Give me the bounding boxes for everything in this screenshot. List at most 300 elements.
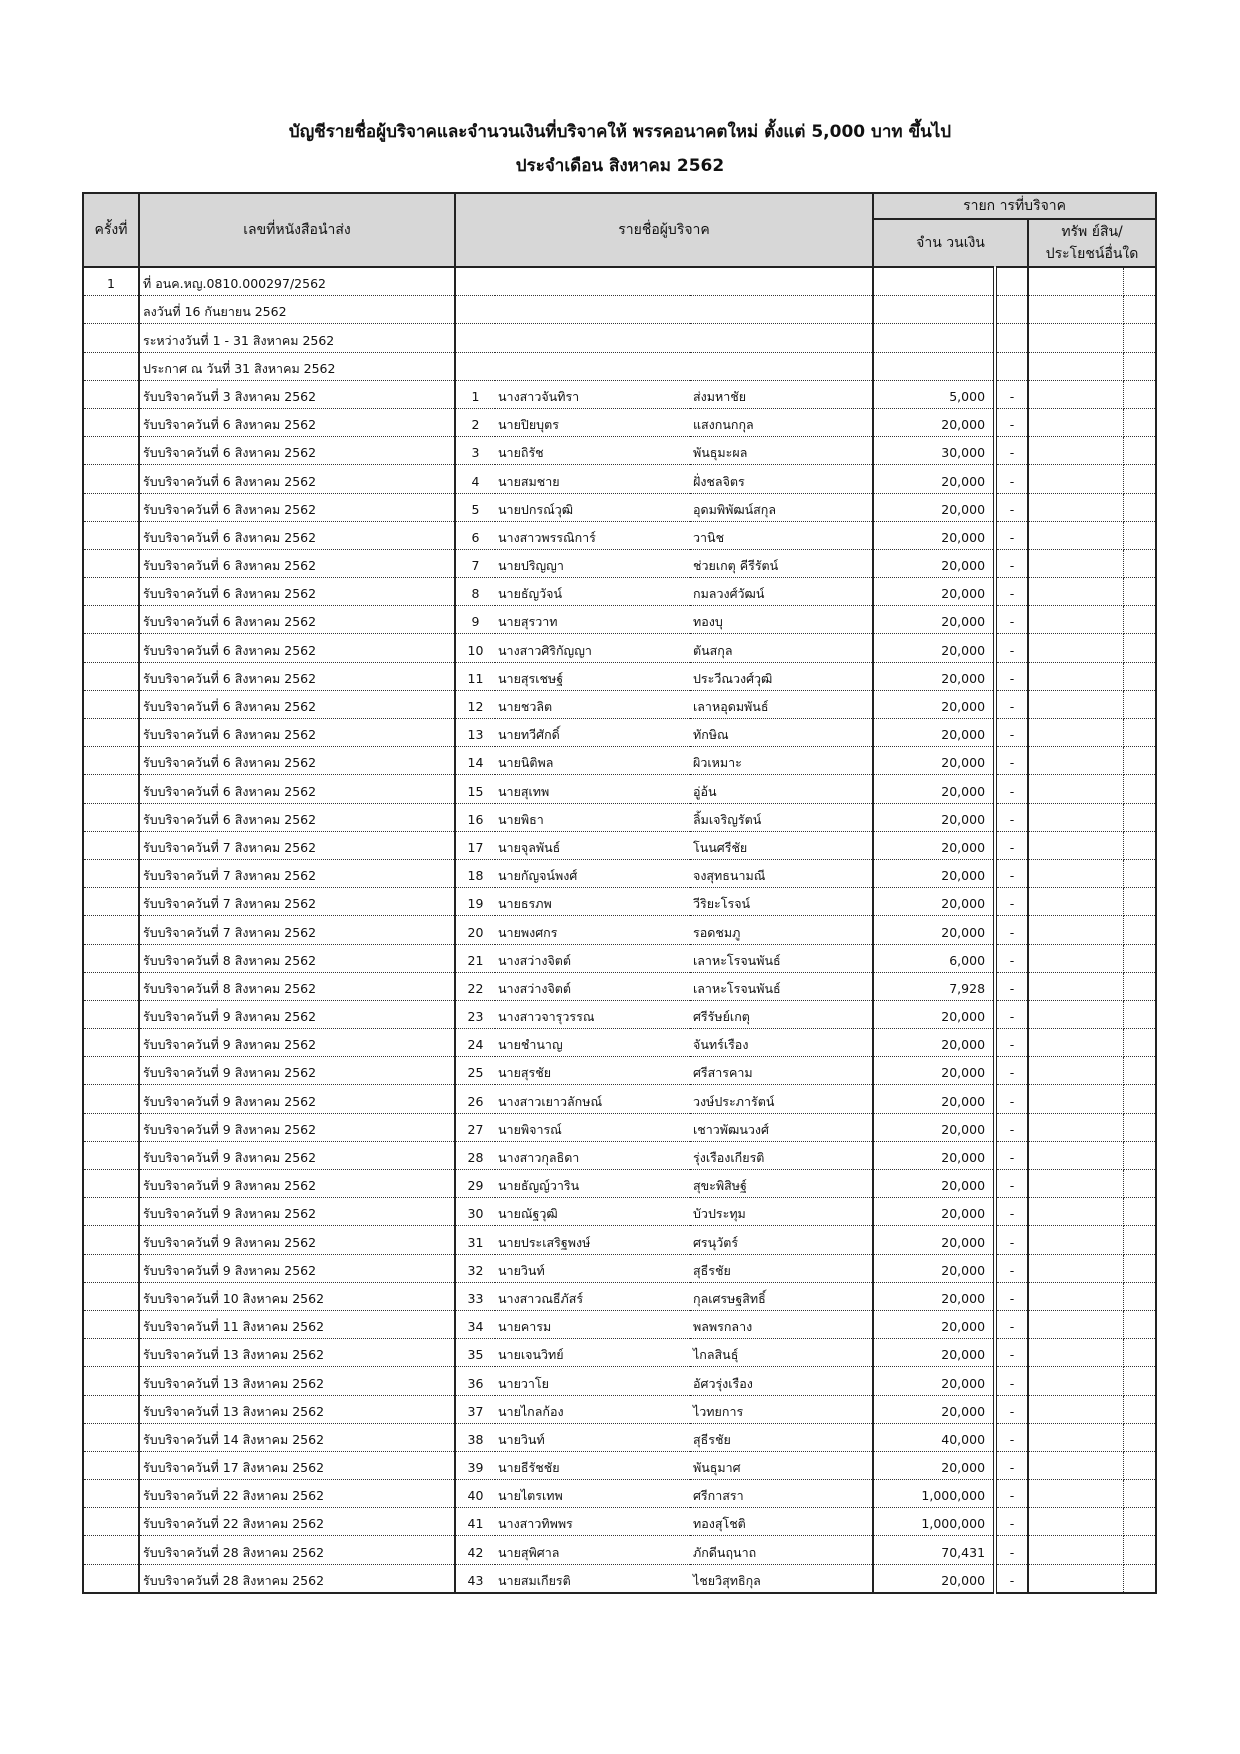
cell-c3b: กมลวงศ์วัฒน์: [690, 578, 873, 606]
cell-c6: [1028, 775, 1123, 803]
cell-c5: -: [995, 1029, 1028, 1057]
cell-c3b: [690, 324, 873, 352]
cell-c3b: ผิวเหมาะ: [690, 747, 873, 775]
cell-c5: -: [995, 1395, 1028, 1423]
cell-c1: [83, 437, 139, 465]
table-row: [83, 1339, 1156, 1367]
cell-c3a: นายวินท์: [495, 1254, 690, 1282]
cell-c2: รับบริจาควันที่ 10 สิงหาคม 2562: [139, 1282, 455, 1310]
cell-c3a: [495, 324, 690, 352]
cell-c7: [1123, 437, 1156, 465]
cell-c1: [83, 775, 139, 803]
cell-c3n: 14: [455, 747, 495, 775]
document-subtitle: ประจำเดือน สิงหาคม 2562: [515, 156, 725, 176]
cell-c2: รับบริจาควันที่ 13 สิงหาคม 2562: [139, 1339, 455, 1367]
table-row: [83, 521, 1156, 549]
cell-c4: 20,000: [873, 719, 995, 747]
cell-c3n: 12: [455, 690, 495, 718]
cell-c4: 20,000: [873, 1000, 995, 1028]
cell-c6: [1028, 972, 1123, 1000]
cell-c6: [1028, 1423, 1123, 1451]
cell-c4: 20,000: [873, 859, 995, 887]
cell-c5: -: [995, 578, 1028, 606]
cell-c2: ระหว่างวันที่ 1 - 31 สิงหาคม 2562: [139, 324, 455, 352]
cell-c3b: สุขะพิสิษฐ์: [690, 1170, 873, 1198]
cell-c3b: แสงกนกกุล: [690, 408, 873, 436]
cell-c6: [1028, 1141, 1123, 1169]
cell-c5: -: [995, 1000, 1028, 1028]
table-row: [83, 1254, 1156, 1282]
cell-c3n: 7: [455, 549, 495, 577]
cell-c2: รับบริจาควันที่ 6 สิงหาคม 2562: [139, 803, 455, 831]
cell-c4: 20,000: [873, 408, 995, 436]
table-row: [83, 1141, 1156, 1169]
cell-c7: [1123, 888, 1156, 916]
cell-c3a: นายคารม: [495, 1310, 690, 1338]
cell-c2: รับบริจาควันที่ 6 สิงหาคม 2562: [139, 775, 455, 803]
cell-c3b: พันธุมะผล: [690, 437, 873, 465]
cell-c4: 20,000: [873, 1339, 995, 1367]
cell-c4: 20,000: [873, 606, 995, 634]
cell-c3a: นายไกลก้อง: [495, 1395, 690, 1423]
cell-c4: 7,928: [873, 972, 995, 1000]
cell-c1: [83, 831, 139, 859]
table-row: [83, 1029, 1156, 1057]
cell-c6: [1028, 1451, 1123, 1479]
cell-c7: [1123, 719, 1156, 747]
table-row: [83, 1085, 1156, 1113]
cell-c1: [83, 493, 139, 521]
cell-c1: 1: [83, 267, 139, 296]
cell-c3b: [690, 267, 873, 296]
cell-c1: [83, 803, 139, 831]
cell-c7: [1123, 1367, 1156, 1395]
cell-c7: [1123, 578, 1156, 606]
cell-c6: [1028, 1395, 1123, 1423]
cell-c5: -: [995, 1170, 1028, 1198]
cell-c3a: นายธรภพ: [495, 888, 690, 916]
cell-c3a: นายวินท์: [495, 1423, 690, 1451]
cell-c6: [1028, 1480, 1123, 1508]
cell-c2: รับบริจาควันที่ 7 สิงหาคม 2562: [139, 831, 455, 859]
cell-c6: [1028, 465, 1123, 493]
cell-c1: [83, 1564, 139, 1593]
cell-c5: -: [995, 662, 1028, 690]
cell-c6: [1028, 859, 1123, 887]
cell-c5: -: [995, 1367, 1028, 1395]
cell-c3n: [455, 352, 495, 380]
cell-c1: [83, 578, 139, 606]
cell-c3a: นางสาวจารุวรรณ: [495, 1000, 690, 1028]
cell-c2: รับบริจาควันที่ 6 สิงหาคม 2562: [139, 747, 455, 775]
cell-c4: 20,000: [873, 1564, 995, 1593]
cell-c1: [83, 1423, 139, 1451]
cell-c2: ลงวันที่ 16 กันยายน 2562: [139, 296, 455, 324]
cell-c3b: พลพรกลาง: [690, 1310, 873, 1338]
cell-c7: [1123, 1113, 1156, 1141]
cell-c3a: นายกัญจน์พงศ์: [495, 859, 690, 887]
cell-c5: -: [995, 1508, 1028, 1536]
cell-c3n: 27: [455, 1113, 495, 1141]
cell-c3b: ภักดีนฤนาถ: [690, 1536, 873, 1564]
cell-c4: 20,000: [873, 1226, 995, 1254]
cell-c3n: 17: [455, 831, 495, 859]
cell-c1: [83, 1141, 139, 1169]
cell-c1: [83, 662, 139, 690]
cell-c5: -: [995, 1564, 1028, 1593]
cell-c2: รับบริจาควันที่ 6 สิงหาคม 2562: [139, 549, 455, 577]
cell-c7: [1123, 352, 1156, 380]
cell-c5: -: [995, 1451, 1028, 1479]
header-amount: จำน วนเงิน: [873, 219, 1028, 267]
cell-c5: -: [995, 1282, 1028, 1310]
cell-c6: [1028, 521, 1123, 549]
cell-c4: 20,000: [873, 493, 995, 521]
header-assets-line2: ประโยชน์อื่นใด: [1045, 246, 1139, 262]
cell-c1: [83, 1170, 139, 1198]
cell-c3n: 32: [455, 1254, 495, 1282]
cell-c3a: นายพิธา: [495, 803, 690, 831]
cell-c1: [83, 296, 139, 324]
table-row: [83, 662, 1156, 690]
table-row: [83, 1536, 1156, 1564]
cell-c4: 20,000: [873, 888, 995, 916]
table-row: [83, 1282, 1156, 1310]
cell-c5: -: [995, 408, 1028, 436]
cell-c3n: 11: [455, 662, 495, 690]
cell-c3n: 20: [455, 916, 495, 944]
cell-c7: [1123, 1310, 1156, 1338]
cell-c4: 20,000: [873, 916, 995, 944]
cell-c3b: [690, 352, 873, 380]
cell-c3b: ทองสุโชติ: [690, 1508, 873, 1536]
cell-c1: [83, 1198, 139, 1226]
cell-c2: รับบริจาควันที่ 6 สิงหาคม 2562: [139, 578, 455, 606]
cell-c3b: เชาวพัฒนวงศ์: [690, 1113, 873, 1141]
cell-c3a: นายสุเทพ: [495, 775, 690, 803]
cell-c1: [83, 1029, 139, 1057]
cell-c7: [1123, 859, 1156, 887]
cell-c1: [83, 944, 139, 972]
cell-c5: -: [995, 1339, 1028, 1367]
cell-c1: [83, 1226, 139, 1254]
cell-c3b: กุลเศรษฐสิทธิ์: [690, 1282, 873, 1310]
cell-c3a: นายวาโย: [495, 1367, 690, 1395]
cell-c3b: เลาหอุดมพันธ์: [690, 690, 873, 718]
cell-c5: -: [995, 1141, 1028, 1169]
cell-c5: -: [995, 831, 1028, 859]
cell-c6: [1028, 267, 1123, 296]
table-row: [83, 267, 1156, 296]
table-row: [83, 380, 1156, 408]
cell-c4: [873, 267, 995, 296]
cell-c3a: นายสุพิศาล: [495, 1536, 690, 1564]
cell-c3a: นายธีรัชชัย: [495, 1451, 690, 1479]
cell-c6: [1028, 1000, 1123, 1028]
cell-c2: รับบริจาควันที่ 9 สิงหาคม 2562: [139, 1057, 455, 1085]
cell-c7: [1123, 944, 1156, 972]
table-row: [83, 859, 1156, 887]
cell-c2: รับบริจาควันที่ 7 สิงหาคม 2562: [139, 859, 455, 887]
cell-c3n: 29: [455, 1170, 495, 1198]
donation-table: [82, 192, 1157, 1594]
cell-c3b: ไกลสินธุ์: [690, 1339, 873, 1367]
cell-c3n: 4: [455, 465, 495, 493]
table-row: [83, 888, 1156, 916]
cell-c3n: 21: [455, 944, 495, 972]
cell-c3a: นายพงศกร: [495, 916, 690, 944]
cell-c6: [1028, 831, 1123, 859]
cell-c6: [1028, 916, 1123, 944]
cell-c5: -: [995, 719, 1028, 747]
cell-c7: [1123, 1170, 1156, 1198]
cell-c7: [1123, 380, 1156, 408]
cell-c3b: ทักษิณ: [690, 719, 873, 747]
cell-c4: 20,000: [873, 747, 995, 775]
cell-c4: [873, 352, 995, 380]
cell-c3n: 10: [455, 634, 495, 662]
cell-c7: [1123, 465, 1156, 493]
cell-c6: [1028, 324, 1123, 352]
cell-c4: 20,000: [873, 521, 995, 549]
cell-c3b: เลาหะโรจนพันธ์: [690, 972, 873, 1000]
cell-c4: 30,000: [873, 437, 995, 465]
table-row: [83, 634, 1156, 662]
cell-c2: ที่ อนค.หญ.0810.000297/2562: [139, 267, 455, 296]
cell-c3a: [495, 296, 690, 324]
table-row: [83, 690, 1156, 718]
cell-c6: [1028, 493, 1123, 521]
cell-c5: -: [995, 1113, 1028, 1141]
cell-c3n: 30: [455, 1198, 495, 1226]
cell-c3n: 5: [455, 493, 495, 521]
cell-c1: [83, 1480, 139, 1508]
cell-c3a: นายธัญวัจน์: [495, 578, 690, 606]
cell-c3b: สุธีรชัย: [690, 1423, 873, 1451]
table-row: [83, 493, 1156, 521]
cell-c7: [1123, 690, 1156, 718]
cell-c3a: นายสุรเชษฐ์: [495, 662, 690, 690]
cell-c7: [1123, 324, 1156, 352]
cell-c3b: รอดชมภู: [690, 916, 873, 944]
cell-c4: 20,000: [873, 1057, 995, 1085]
cell-c3a: นายพิจารณ์: [495, 1113, 690, 1141]
cell-c2: รับบริจาควันที่ 9 สิงหาคม 2562: [139, 1141, 455, 1169]
cell-c2: รับบริจาควันที่ 6 สิงหาคม 2562: [139, 719, 455, 747]
cell-c2: รับบริจาควันที่ 8 สิงหาคม 2562: [139, 972, 455, 1000]
cell-c3a: นายธัญญ์วาริน: [495, 1170, 690, 1198]
cell-c4: [873, 324, 995, 352]
cell-c4: 20,000: [873, 831, 995, 859]
cell-c3b: ส่งมหาชัย: [690, 380, 873, 408]
table-row: [83, 1367, 1156, 1395]
cell-c3b: โนนศรีชัย: [690, 831, 873, 859]
cell-c6: [1028, 1367, 1123, 1395]
cell-c3a: [495, 352, 690, 380]
cell-c2: รับบริจาควันที่ 9 สิงหาคม 2562: [139, 1254, 455, 1282]
cell-c5: -: [995, 493, 1028, 521]
cell-c4: 20,000: [873, 465, 995, 493]
cell-c6: [1028, 1339, 1123, 1367]
cell-c3n: 19: [455, 888, 495, 916]
cell-c1: [83, 380, 139, 408]
header-assets-line1: ทรัพ ย์สิน/: [1061, 224, 1123, 240]
cell-c7: [1123, 972, 1156, 1000]
header-donor-name: รายชื่อผู้บริจาค: [455, 193, 873, 267]
cell-c1: [83, 916, 139, 944]
cell-c3b: ทองบุ: [690, 606, 873, 634]
cell-c3n: 2: [455, 408, 495, 436]
cell-c5: -: [995, 859, 1028, 887]
cell-c5: -: [995, 775, 1028, 803]
cell-c3n: 43: [455, 1564, 495, 1593]
cell-c2: รับบริจาควันที่ 6 สิงหาคม 2562: [139, 408, 455, 436]
cell-c3a: นายชวลิต: [495, 690, 690, 718]
cell-c3b: เลาหะโรจนพันธ์: [690, 944, 873, 972]
cell-c6: [1028, 690, 1123, 718]
cell-c3b: ตันสกุล: [690, 634, 873, 662]
cell-c3a: นายนิติพล: [495, 747, 690, 775]
cell-c1: [83, 634, 139, 662]
cell-c2: รับบริจาควันที่ 9 สิงหาคม 2562: [139, 1113, 455, 1141]
cell-c2: รับบริจาควันที่ 14 สิงหาคม 2562: [139, 1423, 455, 1451]
cell-c3n: 13: [455, 719, 495, 747]
cell-c6: [1028, 1085, 1123, 1113]
cell-c4: 20,000: [873, 1198, 995, 1226]
cell-c6: [1028, 1564, 1123, 1593]
cell-c3a: นายประเสริฐพงษ์: [495, 1226, 690, 1254]
cell-c6: [1028, 1113, 1123, 1141]
cell-c7: [1123, 1282, 1156, 1310]
cell-c2: รับบริจาควันที่ 17 สิงหาคม 2562: [139, 1451, 455, 1479]
cell-c1: [83, 888, 139, 916]
cell-c2: รับบริจาควันที่ 3 สิงหาคม 2562: [139, 380, 455, 408]
cell-c2: รับบริจาควันที่ 6 สิงหาคม 2562: [139, 437, 455, 465]
cell-c1: [83, 1339, 139, 1367]
cell-c4: [873, 296, 995, 324]
cell-c2: รับบริจาควันที่ 6 สิงหาคม 2562: [139, 662, 455, 690]
table-row: [83, 549, 1156, 577]
cell-c5: -: [995, 549, 1028, 577]
cell-c2: ประกาศ ณ วันที่ 31 สิงหาคม 2562: [139, 352, 455, 380]
cell-c4: 20,000: [873, 1367, 995, 1395]
cell-c3a: นายชำนาญ: [495, 1029, 690, 1057]
cell-c5: -: [995, 634, 1028, 662]
cell-c1: [83, 352, 139, 380]
cell-c7: [1123, 267, 1156, 296]
cell-c7: [1123, 634, 1156, 662]
cell-c6: [1028, 1226, 1123, 1254]
cell-c3a: นายสุรวาท: [495, 606, 690, 634]
cell-c6: [1028, 888, 1123, 916]
cell-c7: [1123, 662, 1156, 690]
cell-c6: [1028, 578, 1123, 606]
cell-c2: รับบริจาควันที่ 8 สิงหาคม 2562: [139, 944, 455, 972]
header-assets: [1028, 219, 1156, 267]
cell-c7: [1123, 521, 1156, 549]
cell-c7: [1123, 831, 1156, 859]
cell-c1: [83, 690, 139, 718]
cell-c6: [1028, 1282, 1123, 1310]
table-row: [83, 465, 1156, 493]
table-row: [83, 972, 1156, 1000]
cell-c4: 20,000: [873, 1029, 995, 1057]
table-row: [83, 803, 1156, 831]
cell-c7: [1123, 549, 1156, 577]
cell-c5: -: [995, 380, 1028, 408]
cell-c5: -: [995, 888, 1028, 916]
cell-c5: -: [995, 1254, 1028, 1282]
cell-c3a: นางสาวทิพพร: [495, 1508, 690, 1536]
cell-c7: [1123, 1057, 1156, 1085]
cell-c4: 20,000: [873, 549, 995, 577]
cell-c4: 20,000: [873, 690, 995, 718]
cell-c7: [1123, 916, 1156, 944]
cell-c3b: สุธีรชัย: [690, 1254, 873, 1282]
cell-c7: [1123, 1085, 1156, 1113]
cell-c4: 20,000: [873, 1254, 995, 1282]
cell-c2: รับบริจาควันที่ 11 สิงหาคม 2562: [139, 1310, 455, 1338]
cell-c7: [1123, 296, 1156, 324]
table-row: [83, 1000, 1156, 1028]
cell-c4: 20,000: [873, 1085, 995, 1113]
cell-c1: [83, 521, 139, 549]
cell-c7: [1123, 803, 1156, 831]
document-title: บัญชีรายชื่อผู้บริจาคและจำนวนเงินที่บริจาคให้ พรรคอนาคตใหม่ ตั้งแต่ 5,000 บาท ขึ้นไป: [288, 122, 952, 142]
cell-c7: [1123, 1451, 1156, 1479]
cell-c3b: ศรนุวัตร์: [690, 1226, 873, 1254]
cell-c3a: นายไตรเทพ: [495, 1480, 690, 1508]
cell-c3n: 16: [455, 803, 495, 831]
cell-c3n: 37: [455, 1395, 495, 1423]
cell-c4: 20,000: [873, 1310, 995, 1338]
cell-c4: 20,000: [873, 578, 995, 606]
cell-c3n: 24: [455, 1029, 495, 1057]
table-row: [83, 1508, 1156, 1536]
cell-c3a: นายเจนวิทย์: [495, 1339, 690, 1367]
cell-c1: [83, 606, 139, 634]
cell-c2: รับบริจาควันที่ 28 สิงหาคม 2562: [139, 1536, 455, 1564]
cell-c7: [1123, 1480, 1156, 1508]
cell-c1: [83, 1282, 139, 1310]
cell-c1: [83, 1310, 139, 1338]
cell-c3n: [455, 267, 495, 296]
cell-c4: 5,000: [873, 380, 995, 408]
table-row: [83, 1170, 1156, 1198]
cell-c5: -: [995, 747, 1028, 775]
cell-c6: [1028, 1536, 1123, 1564]
cell-c1: [83, 1057, 139, 1085]
cell-c3a: นางสาวศิริกัญญา: [495, 634, 690, 662]
cell-c1: [83, 1113, 139, 1141]
cell-c7: [1123, 1564, 1156, 1593]
cell-c3b: ศรีกาสรา: [690, 1480, 873, 1508]
cell-c6: [1028, 662, 1123, 690]
cell-c4: 70,431: [873, 1536, 995, 1564]
cell-c1: [83, 549, 139, 577]
cell-c3n: 38: [455, 1423, 495, 1451]
cell-c5: [995, 267, 1028, 296]
cell-c3a: [495, 267, 690, 296]
cell-c6: [1028, 1508, 1123, 1536]
cell-c7: [1123, 1508, 1156, 1536]
cell-c6: [1028, 549, 1123, 577]
cell-c3a: นางสาวจันทิรา: [495, 380, 690, 408]
cell-c3n: 39: [455, 1451, 495, 1479]
table-body: [83, 267, 1156, 1593]
cell-c2: รับบริจาควันที่ 6 สิงหาคม 2562: [139, 606, 455, 634]
cell-c3b: ศรีสารคาม: [690, 1057, 873, 1085]
